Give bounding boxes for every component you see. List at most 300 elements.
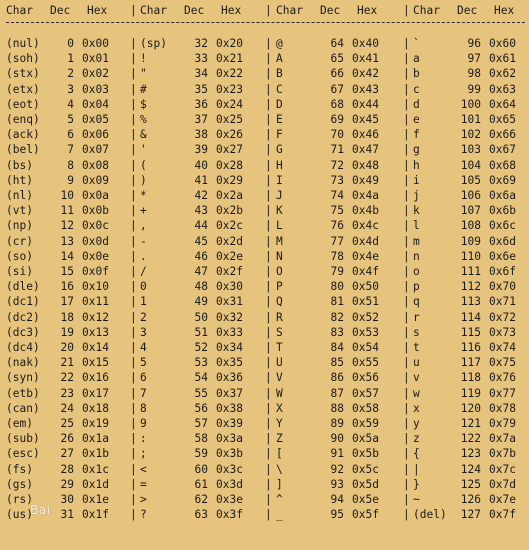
cell-dec: 0 [67, 37, 74, 50]
cell-char: 2 [140, 310, 147, 324]
column-separator: | [403, 143, 410, 157]
header-hex: Hex [87, 4, 108, 17]
column-separator: | [265, 341, 272, 354]
cell-char: (bs) [6, 158, 33, 172]
column-separator: | [130, 52, 137, 66]
cell-dec: 108 [460, 219, 481, 233]
cell-dec: 51 [194, 325, 208, 339]
cell-char: (dc3) [6, 325, 40, 339]
column-separator: | [403, 219, 410, 233]
cell-hex: 0x5c [352, 462, 379, 476]
cell-dec: 64 [330, 37, 344, 50]
cell-char: _ [276, 508, 283, 522]
cell-char: (ht) [6, 173, 33, 187]
cell-char: (dc4) [6, 341, 40, 354]
cell-dec: 113 [460, 295, 481, 309]
cell-char: (so) [6, 249, 33, 263]
column-separator: | [130, 204, 137, 218]
cell-hex: 0x11 [82, 295, 109, 309]
cell-char: | [413, 462, 420, 476]
header-dec: Dec [50, 4, 71, 17]
cell-dec: 8 [67, 158, 74, 172]
cell-dec: 28 [60, 462, 74, 476]
cell-hex: 0x3b [216, 447, 243, 461]
cell-hex: 0x3f [216, 508, 243, 522]
cell-dec: 91 [330, 447, 344, 461]
cell-hex: 0x07 [82, 143, 109, 157]
cell-char: p [413, 280, 420, 294]
column-separator: | [403, 173, 410, 187]
cell-char: : [140, 432, 147, 446]
cell-hex: 0x5d [352, 477, 379, 491]
cell-hex: 0x69 [489, 173, 516, 187]
cell-char: & [140, 128, 147, 142]
column-separator: | [130, 462, 137, 476]
cell-dec: 11 [60, 204, 74, 218]
cell-dec: 4 [67, 97, 74, 111]
column-separator: | [403, 97, 410, 111]
cell-char: T [276, 341, 283, 354]
cell-char: ` [413, 37, 420, 50]
cell-hex: 0x1b [82, 447, 109, 461]
cell-dec: 56 [194, 401, 208, 415]
column-separator: | [265, 249, 272, 263]
cell-hex: 0x01 [82, 52, 109, 66]
column-separator: | [130, 371, 137, 385]
cell-char: (bel) [6, 143, 40, 157]
cell-char: r [413, 310, 420, 324]
cell-hex: 0x72 [489, 310, 516, 324]
column-separator: | [130, 143, 137, 157]
cell-char: m [413, 234, 420, 248]
cell-char: d [413, 97, 420, 111]
cell-hex: 0x5b [352, 447, 379, 461]
column-separator: | [265, 67, 272, 81]
cell-hex: 0x68 [489, 158, 516, 172]
cell-hex: 0x00 [82, 37, 109, 50]
column-separator: | [265, 417, 272, 430]
cell-dec: 105 [460, 173, 481, 187]
cell-dec: 27 [60, 447, 74, 461]
cell-char: ) [140, 173, 147, 187]
cell-dec: 97 [467, 52, 481, 66]
cell-dec: 1 [67, 52, 74, 66]
cell-hex: 0x27 [216, 143, 243, 157]
cell-dec: 123 [460, 447, 481, 461]
cell-dec: 99 [467, 82, 481, 96]
cell-char: (em) [6, 417, 33, 430]
cell-dec: 31 [60, 508, 74, 522]
cell-char: z [413, 432, 420, 446]
header-dec: Dec [457, 4, 478, 17]
cell-hex: 0x73 [489, 325, 516, 339]
column-separator: | [265, 401, 272, 415]
column-separator: | [130, 417, 137, 430]
cell-hex: 0x31 [216, 295, 243, 309]
cell-hex: 0x50 [352, 280, 379, 294]
cell-hex: 0x21 [216, 52, 243, 66]
cell-char: 9 [140, 417, 147, 430]
cell-dec: 10 [60, 189, 74, 202]
cell-char: x [413, 401, 420, 415]
cell-dec: 7 [67, 143, 74, 157]
column-separator: | [265, 371, 272, 385]
column-separator: | [265, 295, 272, 309]
cell-dec: 98 [467, 67, 481, 81]
cell-dec: 120 [460, 401, 481, 415]
cell-char: % [140, 113, 147, 126]
cell-hex: 0x34 [216, 341, 243, 354]
cell-dec: 109 [460, 234, 481, 248]
cell-char: y [413, 417, 420, 430]
column-separator: | [265, 52, 272, 66]
cell-char: (ack) [6, 128, 40, 142]
cell-char: (cr) [6, 234, 33, 248]
cell-hex: 0x65 [489, 113, 516, 126]
cell-hex: 0x16 [82, 371, 109, 385]
cell-char: M [276, 234, 283, 248]
cell-char: (esc) [6, 447, 40, 461]
cell-hex: 0x6b [489, 204, 516, 218]
cell-dec: 70 [330, 128, 344, 142]
cell-hex: 0x2f [216, 265, 243, 278]
cell-hex: 0x15 [82, 356, 109, 370]
cell-char: . [140, 249, 147, 263]
cell-dec: 40 [194, 158, 208, 172]
cell-char: b [413, 67, 420, 81]
cell-dec: 33 [194, 52, 208, 66]
cell-dec: 52 [194, 341, 208, 354]
cell-dec: 114 [460, 310, 481, 324]
cell-hex: 0x32 [216, 310, 243, 324]
cell-dec: 101 [460, 113, 481, 126]
cell-hex: 0x78 [489, 401, 516, 415]
cell-char: (dc1) [6, 295, 40, 309]
cell-dec: 62 [194, 493, 208, 506]
column-separator: | [265, 508, 272, 522]
cell-hex: 0x4a [352, 189, 379, 202]
cell-hex: 0x2d [216, 234, 243, 248]
cell-dec: 21 [60, 356, 74, 370]
column-separator: | [265, 82, 272, 96]
cell-hex: 0x70 [489, 280, 516, 294]
cell-char: F [276, 128, 283, 142]
column-separator: | [403, 386, 410, 400]
column-separator: | [265, 4, 272, 17]
cell-char: (rs) [6, 493, 33, 506]
column-separator: | [265, 265, 272, 278]
column-separator: | [265, 189, 272, 202]
cell-dec: 106 [460, 189, 481, 202]
cell-char: - [140, 234, 147, 248]
cell-dec: 6 [67, 128, 74, 142]
cell-char: B [276, 67, 283, 81]
header-divider [6, 22, 525, 23]
cell-hex: 0x1d [82, 477, 109, 491]
cell-hex: 0x30 [216, 280, 243, 294]
cell-dec: 20 [60, 341, 74, 354]
watermark-logo: Bai [30, 503, 51, 517]
cell-hex: 0x0c [82, 219, 109, 233]
cell-hex: 0x7d [489, 477, 516, 491]
cell-char: (dc2) [6, 310, 40, 324]
cell-dec: 125 [460, 477, 481, 491]
cell-char: 3 [140, 325, 147, 339]
cell-char: (np) [6, 219, 33, 233]
cell-dec: 87 [330, 386, 344, 400]
cell-char: (stx) [6, 67, 40, 81]
cell-char: P [276, 280, 283, 294]
cell-hex: 0x2c [216, 219, 243, 233]
column-separator: | [403, 401, 410, 415]
cell-dec: 94 [330, 493, 344, 506]
cell-hex: 0x22 [216, 67, 243, 81]
cell-dec: 122 [460, 432, 481, 446]
column-separator: | [403, 447, 410, 461]
cell-char: (etx) [6, 82, 40, 96]
cell-char: E [276, 113, 283, 126]
cell-dec: 115 [460, 325, 481, 339]
column-separator: | [130, 341, 137, 354]
cell-hex: 0x20 [216, 37, 243, 50]
cell-dec: 42 [194, 189, 208, 202]
cell-hex: 0x67 [489, 143, 516, 157]
cell-dec: 83 [330, 325, 344, 339]
cell-hex: 0x3d [216, 477, 243, 491]
column-separator: | [130, 128, 137, 142]
cell-dec: 117 [460, 356, 481, 370]
column-separator: | [403, 280, 410, 294]
cell-char: @ [276, 37, 283, 50]
cell-char: (sp) [140, 37, 167, 50]
cell-char: u [413, 356, 420, 370]
cell-char: o [413, 265, 420, 278]
cell-char: V [276, 371, 283, 385]
cell-dec: 74 [330, 189, 344, 202]
cell-char: Y [276, 417, 283, 430]
cell-char: ! [140, 52, 147, 66]
cell-char: I [276, 173, 283, 187]
column-separator: | [403, 508, 410, 522]
cell-char: ~ [413, 493, 420, 506]
cell-dec: 73 [330, 173, 344, 187]
header-dec: Dec [320, 4, 341, 17]
cell-hex: 0x1f [82, 508, 109, 522]
column-separator: | [403, 325, 410, 339]
cell-hex: 0x60 [489, 37, 516, 50]
cell-dec: 102 [460, 128, 481, 142]
cell-hex: 0x0f [82, 265, 109, 278]
cell-dec: 58 [194, 432, 208, 446]
cell-dec: 116 [460, 341, 481, 354]
cell-char: (enq) [6, 113, 40, 126]
cell-dec: 80 [330, 280, 344, 294]
cell-char: R [276, 310, 283, 324]
column-separator: | [265, 219, 272, 233]
cell-dec: 71 [330, 143, 344, 157]
cell-char: * [140, 189, 147, 202]
cell-hex: 0x46 [352, 128, 379, 142]
cell-dec: 48 [194, 280, 208, 294]
header-hex: Hex [221, 4, 242, 17]
cell-hex: 0x40 [352, 37, 379, 50]
column-separator: | [265, 280, 272, 294]
column-separator: | [130, 280, 137, 294]
column-separator: | [130, 508, 137, 522]
column-separator: | [130, 113, 137, 126]
column-separator: | [265, 113, 272, 126]
cell-dec: 53 [194, 356, 208, 370]
cell-hex: 0x0b [82, 204, 109, 218]
header-hex: Hex [494, 4, 515, 17]
cell-dec: 76 [330, 219, 344, 233]
cell-dec: 23 [60, 386, 74, 400]
header-char: Char [413, 4, 440, 17]
cell-char: f [413, 128, 420, 142]
cell-hex: 0x7b [489, 447, 516, 461]
cell-hex: 0x62 [489, 67, 516, 81]
cell-dec: 49 [194, 295, 208, 309]
column-separator: | [265, 386, 272, 400]
cell-char: ? [140, 508, 147, 522]
cell-dec: 41 [194, 173, 208, 187]
cell-char: w [413, 386, 420, 400]
cell-dec: 86 [330, 371, 344, 385]
cell-dec: 37 [194, 113, 208, 126]
cell-dec: 65 [330, 52, 344, 66]
cell-hex: 0x57 [352, 386, 379, 400]
cell-char: (eot) [6, 97, 40, 111]
cell-char: U [276, 356, 283, 370]
column-separator: | [403, 82, 410, 96]
cell-char: N [276, 249, 283, 263]
cell-hex: 0x29 [216, 173, 243, 187]
cell-char: # [140, 82, 147, 96]
column-separator: | [130, 432, 137, 446]
cell-dec: 44 [194, 219, 208, 233]
cell-hex: 0x17 [82, 386, 109, 400]
cell-dec: 111 [460, 265, 481, 278]
cell-dec: 47 [194, 265, 208, 278]
cell-char: { [413, 447, 420, 461]
cell-dec: 50 [194, 310, 208, 324]
cell-char: C [276, 82, 283, 96]
cell-dec: 18 [60, 310, 74, 324]
column-separator: | [403, 249, 410, 263]
cell-dec: 112 [460, 280, 481, 294]
column-separator: | [265, 204, 272, 218]
cell-char: e [413, 113, 420, 126]
cell-char: 5 [140, 356, 147, 370]
cell-dec: 85 [330, 356, 344, 370]
cell-char: 1 [140, 295, 147, 309]
cell-hex: 0x12 [82, 310, 109, 324]
cell-hex: 0x49 [352, 173, 379, 187]
cell-dec: 32 [194, 37, 208, 50]
cell-hex: 0x28 [216, 158, 243, 172]
column-separator: | [265, 234, 272, 248]
cell-hex: 0x6f [489, 265, 516, 278]
cell-hex: 0x13 [82, 325, 109, 339]
cell-hex: 0x4b [352, 204, 379, 218]
cell-dec: 43 [194, 204, 208, 218]
column-separator: | [403, 310, 410, 324]
cell-dec: 5 [67, 113, 74, 126]
cell-hex: 0x71 [489, 295, 516, 309]
cell-dec: 26 [60, 432, 74, 446]
cell-dec: 107 [460, 204, 481, 218]
column-separator: | [130, 97, 137, 111]
cell-hex: 0x3a [216, 432, 243, 446]
cell-char: g [413, 143, 420, 157]
cell-hex: 0x1c [82, 462, 109, 476]
cell-char: 6 [140, 371, 147, 385]
cell-char: 8 [140, 401, 147, 415]
cell-hex: 0x2a [216, 189, 243, 202]
cell-dec: 93 [330, 477, 344, 491]
cell-char: (soh) [6, 52, 40, 66]
column-separator: | [265, 128, 272, 142]
cell-char: > [140, 493, 147, 506]
cell-char: (etb) [6, 386, 40, 400]
cell-hex: 0x4d [352, 234, 379, 248]
cell-char: s [413, 325, 420, 339]
cell-hex: 0x38 [216, 401, 243, 415]
cell-hex: 0x7f [489, 508, 516, 522]
cell-char: [ [276, 447, 283, 461]
cell-dec: 15 [60, 265, 74, 278]
column-separator: | [403, 234, 410, 248]
cell-char: ] [276, 477, 283, 491]
cell-hex: 0x39 [216, 417, 243, 430]
cell-hex: 0x37 [216, 386, 243, 400]
cell-dec: 103 [460, 143, 481, 157]
cell-char: (syn) [6, 371, 40, 385]
cell-hex: 0x0e [82, 249, 109, 263]
cell-hex: 0x6a [489, 189, 516, 202]
cell-dec: 30 [60, 493, 74, 506]
column-separator: | [130, 265, 137, 278]
column-separator: | [130, 295, 137, 309]
column-separator: | [403, 265, 410, 278]
cell-dec: 126 [460, 493, 481, 506]
cell-hex: 0x0d [82, 234, 109, 248]
cell-dec: 2 [67, 67, 74, 81]
cell-dec: 13 [60, 234, 74, 248]
column-separator: | [265, 356, 272, 370]
cell-dec: 124 [460, 462, 481, 476]
cell-dec: 96 [467, 37, 481, 50]
cell-char: j [413, 189, 420, 202]
cell-char: = [140, 477, 147, 491]
column-separator: | [130, 82, 137, 96]
cell-char: (vt) [6, 204, 33, 218]
cell-hex: 0x76 [489, 371, 516, 385]
column-separator: | [130, 493, 137, 506]
cell-char: S [276, 325, 283, 339]
cell-dec: 104 [460, 158, 481, 172]
cell-hex: 0x35 [216, 356, 243, 370]
column-separator: | [130, 447, 137, 461]
column-separator: | [265, 432, 272, 446]
cell-hex: 0x7e [489, 493, 516, 506]
cell-char: (us) [6, 508, 33, 522]
cell-hex: 0x04 [82, 97, 109, 111]
cell-dec: 35 [194, 82, 208, 96]
cell-dec: 54 [194, 371, 208, 385]
cell-hex: 0x48 [352, 158, 379, 172]
column-separator: | [403, 189, 410, 202]
